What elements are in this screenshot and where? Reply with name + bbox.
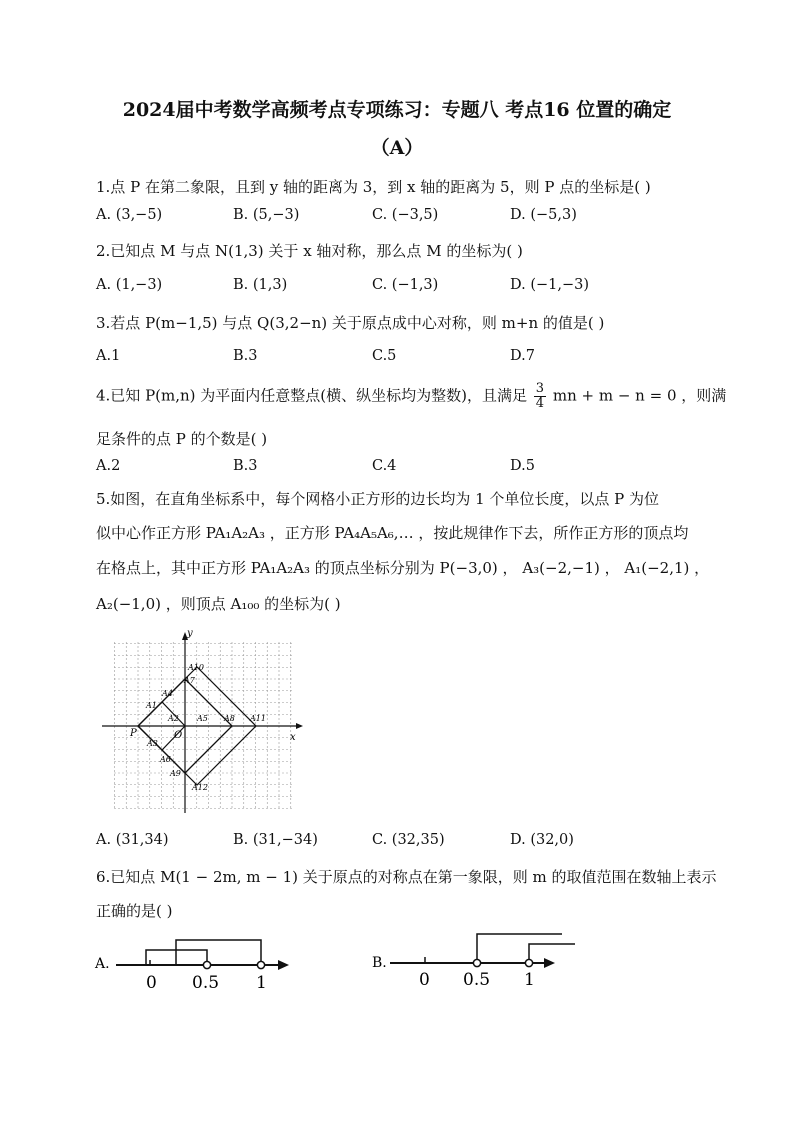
question-3-stem: 3.若点 P(m−1,5) 与点 Q(3,2−n) 关于原点成中心对称，则 m+n 的值是( ) bbox=[96, 314, 605, 332]
q3-option-c: C.5 bbox=[372, 348, 397, 364]
number-line-a-label-05: 0.5 bbox=[192, 973, 220, 993]
number-line-b-label-05: 0.5 bbox=[463, 970, 491, 990]
point-a11-label: A11 bbox=[250, 714, 266, 723]
question-5-line-1: 5.如图，在直角坐标系中，每个网格小正方形的边长均为 1 个单位长度，以点 P 为位 bbox=[96, 490, 660, 508]
question-4-stem bbox=[96, 382, 726, 411]
q4-option-b: B.3 bbox=[233, 458, 258, 474]
q6-option-b-number-line bbox=[370, 928, 580, 994]
q4-option-a: A.2 bbox=[96, 458, 121, 474]
q6-option-a-number-line bbox=[92, 930, 302, 996]
point-a1-label: A1 bbox=[146, 701, 157, 710]
q4-fraction-numerator: 3 bbox=[535, 381, 545, 396]
point-p-label: P bbox=[130, 728, 137, 739]
origin-label: O bbox=[174, 730, 183, 741]
q5-option-c: C. (32,35) bbox=[372, 832, 445, 848]
page-subtitle: （A） bbox=[370, 137, 424, 159]
q1-option-b: B. (5,−3) bbox=[233, 207, 300, 223]
q2-option-d: D. (−1,−3) bbox=[510, 277, 589, 293]
point-a3-label: A3 bbox=[147, 739, 158, 748]
q5-option-b: B. (31,−34) bbox=[233, 832, 318, 848]
q3-option-d: D.7 bbox=[510, 348, 535, 364]
q2-option-b: B. (1,3) bbox=[233, 277, 288, 293]
number-line-b-arrow-icon bbox=[544, 958, 555, 968]
q2-option-c: C. (−1,3) bbox=[372, 277, 439, 293]
q1-option-a: A. (3,−5) bbox=[96, 207, 163, 223]
question-6-line-2: 正确的是( ) bbox=[96, 902, 173, 920]
number-line-b-open-circle-05 bbox=[473, 959, 480, 966]
point-a8-label: A8 bbox=[224, 714, 235, 723]
number-line-b-range-inner bbox=[529, 944, 575, 960]
point-a5-label: A5 bbox=[197, 714, 208, 723]
q4-stem-pre: 4.已知 P(m,n) 为平面内任意整点(横、纵坐标均为整数)，且满足 bbox=[96, 386, 528, 405]
q1-option-c: C. (−3,5) bbox=[372, 207, 439, 223]
question-5-line-4: A₂(−1,0) ，则顶点 A₁₀₀ 的坐标为( ) bbox=[96, 595, 341, 613]
number-line-a-open-circle-05 bbox=[203, 961, 210, 968]
point-a6-label: A6 bbox=[160, 755, 171, 764]
point-a2-label: A2 bbox=[168, 714, 179, 723]
number-line-a-label-1: 1 bbox=[256, 973, 267, 993]
q4-fraction-denominator: 4 bbox=[535, 396, 545, 411]
number-line-a-open-circle-1 bbox=[257, 961, 264, 968]
number-line-a-arrow-icon bbox=[278, 960, 289, 970]
y-axis-label: y bbox=[187, 628, 193, 639]
point-a4-label: A4 bbox=[162, 689, 173, 698]
number-line-b-label-0: 0 bbox=[419, 970, 430, 990]
point-a10-label: A10 bbox=[188, 663, 204, 672]
point-a12-label: A12 bbox=[192, 783, 208, 792]
q5-option-a: A. (31,34) bbox=[96, 832, 169, 848]
q5-coordinate-figure bbox=[100, 628, 310, 818]
point-a7-label: A7 bbox=[184, 676, 195, 685]
q4-option-c: C.4 bbox=[372, 458, 397, 474]
q1-option-d: D. (−5,3) bbox=[510, 207, 577, 223]
number-line-b-open-circle-1 bbox=[525, 959, 532, 966]
q6-option-b-label: B. bbox=[372, 955, 387, 971]
q4-fraction bbox=[534, 382, 546, 411]
q2-option-a: A. (1,−3) bbox=[96, 277, 163, 293]
question-2-stem: 2.已知点 M 与点 N(1,3) 关于 x 轴对称，那么点 M 的坐标为( ) bbox=[96, 242, 523, 260]
q6-option-a-label: A. bbox=[95, 956, 110, 972]
point-a9-label: A9 bbox=[170, 769, 181, 778]
q4-option-d: D.5 bbox=[510, 458, 535, 474]
x-axis-label: x bbox=[290, 732, 296, 743]
number-line-a-label-0: 0 bbox=[146, 973, 157, 993]
q3-option-a: A.1 bbox=[96, 348, 121, 364]
question-5-line-2: 似中心作正方形 PA₁A₂A₃ ，正方形 PA₄A₅A₆,… ，按此规律作下去，所作正方形的顶点均 bbox=[96, 524, 689, 542]
question-4-stem-line2: 足条件的点 P 的个数是( ) bbox=[96, 430, 268, 448]
q3-option-b: B.3 bbox=[233, 348, 258, 364]
q4-stem-post: mn + m − n = 0 ，则满 bbox=[552, 386, 727, 405]
number-line-a-range-right bbox=[176, 940, 261, 965]
page-title: 2024届中考数学高频考点专项练习：专题八 考点16 位置的确定 bbox=[122, 99, 672, 121]
question-5-line-3: 在格点上，其中正方形 PA₁A₂A₃ 的顶点坐标分别为 P(−3,0) ， A₃(−2,−1) ， A₁(−2,1) ， bbox=[96, 559, 710, 577]
q5-option-d: D. (32,0) bbox=[510, 832, 574, 848]
question-6-line-1: 6.已知点 M(1 − 2m, m − 1) 关于原点的对称点在第一象限，则 m 的取值范围在数轴上表示 bbox=[96, 868, 717, 886]
number-line-b-range-outer bbox=[477, 934, 562, 960]
x-axis-arrow-icon bbox=[296, 723, 303, 729]
question-1-stem: 1.点 P 在第二象限，且到 y 轴的距离为 3，到 x 轴的距离为 5，则 P 点的坐标是( ) bbox=[96, 178, 651, 196]
number-line-b-label-1: 1 bbox=[524, 970, 535, 990]
